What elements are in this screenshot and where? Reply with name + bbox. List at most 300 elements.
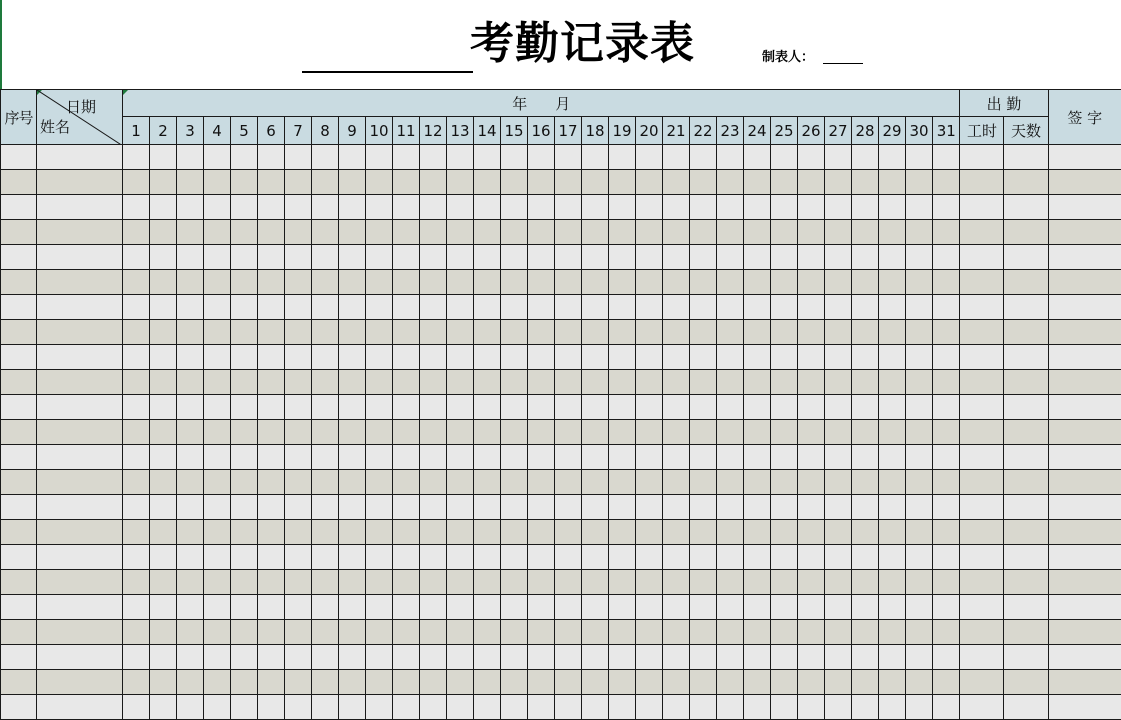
table-cell[interactable] [825, 520, 852, 545]
table-cell[interactable] [771, 545, 798, 570]
table-cell[interactable] [636, 620, 663, 645]
day-header-22[interactable]: 22 [690, 117, 717, 145]
table-cell[interactable] [123, 645, 150, 670]
table-cell[interactable] [1004, 620, 1048, 645]
table-cell[interactable] [312, 420, 339, 445]
table-cell[interactable] [285, 445, 312, 470]
table-cell[interactable] [1004, 345, 1048, 370]
table-cell[interactable] [771, 495, 798, 520]
table-cell[interactable] [717, 170, 744, 195]
table-cell[interactable] [717, 145, 744, 170]
table-cell[interactable] [204, 695, 231, 720]
table-cell[interactable] [1004, 195, 1048, 220]
table-cell[interactable] [960, 270, 1004, 295]
table-cell[interactable] [906, 270, 933, 295]
table-cell[interactable] [123, 545, 150, 570]
table-cell[interactable] [285, 295, 312, 320]
table-cell[interactable] [636, 445, 663, 470]
table-cell[interactable] [339, 670, 366, 695]
table-cell[interactable] [879, 195, 906, 220]
table-cell[interactable] [285, 245, 312, 270]
table-cell[interactable] [420, 670, 447, 695]
table-cell[interactable] [879, 320, 906, 345]
table-cell[interactable] [771, 245, 798, 270]
table-cell[interactable] [474, 470, 501, 495]
table-cell[interactable] [906, 645, 933, 670]
table-cell[interactable] [906, 320, 933, 345]
table-cell[interactable] [150, 245, 177, 270]
table-cell[interactable] [1, 670, 37, 695]
table-cell[interactable] [744, 370, 771, 395]
table-cell[interactable] [1, 470, 37, 495]
table-cell[interactable] [231, 345, 258, 370]
table-cell[interactable] [474, 645, 501, 670]
table-cell[interactable] [177, 395, 204, 420]
table-cell[interactable] [852, 295, 879, 320]
table-cell[interactable] [258, 395, 285, 420]
table-cell[interactable] [123, 695, 150, 720]
table-cell[interactable] [501, 570, 528, 595]
day-header-21[interactable]: 21 [663, 117, 690, 145]
table-cell[interactable] [933, 495, 960, 520]
table-cell[interactable] [339, 270, 366, 295]
table-cell[interactable] [582, 220, 609, 245]
table-cell[interactable] [231, 695, 258, 720]
day-header-13[interactable]: 13 [447, 117, 474, 145]
table-cell[interactable] [852, 645, 879, 670]
table-cell[interactable] [393, 270, 420, 295]
table-cell[interactable] [339, 245, 366, 270]
table-cell[interactable] [447, 695, 474, 720]
day-header-25[interactable]: 25 [771, 117, 798, 145]
table-cell[interactable] [420, 195, 447, 220]
table-cell[interactable] [690, 295, 717, 320]
table-cell[interactable] [1, 595, 37, 620]
table-cell[interactable] [1004, 370, 1048, 395]
table-cell[interactable] [420, 495, 447, 520]
table-cell[interactable] [474, 445, 501, 470]
table-cell[interactable] [37, 670, 123, 695]
table-cell[interactable] [555, 520, 582, 545]
table-cell[interactable] [177, 220, 204, 245]
table-cell[interactable] [555, 545, 582, 570]
table-cell[interactable] [501, 545, 528, 570]
table-cell[interactable] [690, 595, 717, 620]
table-cell[interactable] [339, 345, 366, 370]
day-header-6[interactable]: 6 [258, 117, 285, 145]
table-cell[interactable] [636, 220, 663, 245]
table-cell[interactable] [582, 445, 609, 470]
table-cell[interactable] [37, 520, 123, 545]
table-cell[interactable] [285, 395, 312, 420]
table-cell[interactable] [744, 670, 771, 695]
table-cell[interactable] [231, 320, 258, 345]
table-cell[interactable] [744, 520, 771, 545]
table-cell[interactable] [150, 345, 177, 370]
table-cell[interactable] [285, 495, 312, 520]
table-cell[interactable] [231, 395, 258, 420]
table-cell[interactable] [1, 445, 37, 470]
table-cell[interactable] [312, 470, 339, 495]
table-cell[interactable] [690, 545, 717, 570]
table-cell[interactable] [150, 620, 177, 645]
table-cell[interactable] [447, 320, 474, 345]
table-cell[interactable] [339, 295, 366, 320]
table-cell[interactable] [690, 695, 717, 720]
table-cell[interactable] [285, 570, 312, 595]
table-cell[interactable] [204, 295, 231, 320]
table-cell[interactable] [447, 595, 474, 620]
table-cell[interactable] [204, 645, 231, 670]
table-cell[interactable] [582, 145, 609, 170]
table-cell[interactable] [960, 370, 1004, 395]
table-cell[interactable] [420, 470, 447, 495]
table-cell[interactable] [285, 220, 312, 245]
table-cell[interactable] [744, 645, 771, 670]
table-cell[interactable] [582, 320, 609, 345]
table-cell[interactable] [690, 245, 717, 270]
table-cell[interactable] [393, 195, 420, 220]
table-cell[interactable] [420, 420, 447, 445]
table-cell[interactable] [906, 195, 933, 220]
table-cell[interactable] [825, 645, 852, 670]
table-cell[interactable] [420, 520, 447, 545]
table-cell[interactable] [663, 520, 690, 545]
table-cell[interactable] [717, 620, 744, 645]
table-cell[interactable] [906, 295, 933, 320]
table-cell[interactable] [717, 545, 744, 570]
table-cell[interactable] [123, 270, 150, 295]
table-cell[interactable] [420, 620, 447, 645]
table-cell[interactable] [123, 495, 150, 520]
table-cell[interactable] [879, 645, 906, 670]
table-cell[interactable] [501, 420, 528, 445]
table-cell[interactable] [717, 645, 744, 670]
table-cell[interactable] [555, 220, 582, 245]
table-cell[interactable] [528, 295, 555, 320]
table-cell[interactable] [204, 195, 231, 220]
table-cell[interactable] [690, 395, 717, 420]
table-cell[interactable] [420, 145, 447, 170]
table-cell[interactable] [501, 195, 528, 220]
table-cell[interactable] [1004, 645, 1048, 670]
table-cell[interactable] [636, 595, 663, 620]
table-cell[interactable] [798, 470, 825, 495]
table-cell[interactable] [339, 145, 366, 170]
day-header-8[interactable]: 8 [312, 117, 339, 145]
table-cell[interactable] [960, 695, 1004, 720]
table-cell[interactable] [420, 645, 447, 670]
table-cell[interactable] [582, 520, 609, 545]
day-header-7[interactable]: 7 [285, 117, 312, 145]
day-header-11[interactable]: 11 [393, 117, 420, 145]
table-cell[interactable] [582, 595, 609, 620]
table-cell[interactable] [312, 270, 339, 295]
table-cell[interactable] [123, 395, 150, 420]
table-cell[interactable] [960, 520, 1004, 545]
day-header-31[interactable]: 31 [933, 117, 960, 145]
table-cell[interactable] [393, 645, 420, 670]
table-cell[interactable] [1, 370, 37, 395]
table-cell[interactable] [852, 370, 879, 395]
table-cell[interactable] [555, 420, 582, 445]
table-cell[interactable] [177, 620, 204, 645]
table-cell[interactable] [258, 595, 285, 620]
table-cell[interactable] [1048, 695, 1121, 720]
table-cell[interactable] [258, 170, 285, 195]
table-cell[interactable] [150, 395, 177, 420]
table-cell[interactable] [150, 195, 177, 220]
table-cell[interactable] [663, 495, 690, 520]
table-cell[interactable] [177, 595, 204, 620]
table-cell[interactable] [636, 395, 663, 420]
table-cell[interactable] [258, 545, 285, 570]
table-cell[interactable] [636, 345, 663, 370]
table-cell[interactable] [528, 370, 555, 395]
table-cell[interactable] [366, 595, 393, 620]
day-header-10[interactable]: 10 [366, 117, 393, 145]
table-cell[interactable] [663, 395, 690, 420]
table-cell[interactable] [447, 395, 474, 420]
table-cell[interactable] [825, 670, 852, 695]
table-cell[interactable] [663, 470, 690, 495]
table-cell[interactable] [1004, 145, 1048, 170]
table-cell[interactable] [285, 545, 312, 570]
table-cell[interactable] [852, 445, 879, 470]
table-cell[interactable] [1048, 595, 1121, 620]
table-cell[interactable] [1, 245, 37, 270]
table-cell[interactable] [636, 420, 663, 445]
table-cell[interactable] [447, 570, 474, 595]
table-cell[interactable] [528, 195, 555, 220]
table-cell[interactable] [933, 395, 960, 420]
table-cell[interactable] [420, 220, 447, 245]
table-cell[interactable] [258, 345, 285, 370]
hours-header[interactable]: 工时 [960, 117, 1004, 145]
table-cell[interactable] [744, 495, 771, 520]
table-cell[interactable] [366, 270, 393, 295]
table-cell[interactable] [906, 470, 933, 495]
table-cell[interactable] [312, 620, 339, 645]
table-cell[interactable] [771, 695, 798, 720]
table-cell[interactable] [285, 520, 312, 545]
table-cell[interactable] [393, 470, 420, 495]
table-cell[interactable] [393, 595, 420, 620]
table-cell[interactable] [825, 470, 852, 495]
table-cell[interactable] [474, 520, 501, 545]
table-cell[interactable] [1048, 420, 1121, 445]
table-cell[interactable] [501, 145, 528, 170]
table-cell[interactable] [555, 645, 582, 670]
table-cell[interactable] [690, 495, 717, 520]
table-cell[interactable] [879, 170, 906, 195]
table-cell[interactable] [555, 670, 582, 695]
table-cell[interactable] [177, 320, 204, 345]
table-cell[interactable] [37, 395, 123, 420]
table-cell[interactable] [933, 595, 960, 620]
table-cell[interactable] [825, 245, 852, 270]
table-cell[interactable] [447, 295, 474, 320]
table-cell[interactable] [312, 595, 339, 620]
table-cell[interactable] [1004, 270, 1048, 295]
table-cell[interactable] [285, 370, 312, 395]
table-cell[interactable] [150, 595, 177, 620]
table-cell[interactable] [636, 370, 663, 395]
table-cell[interactable] [123, 520, 150, 545]
table-cell[interactable] [1004, 320, 1048, 345]
table-cell[interactable] [447, 670, 474, 695]
table-cell[interactable] [258, 145, 285, 170]
table-cell[interactable] [37, 695, 123, 720]
table-cell[interactable] [204, 395, 231, 420]
table-cell[interactable] [663, 245, 690, 270]
table-cell[interactable] [636, 470, 663, 495]
table-cell[interactable] [393, 620, 420, 645]
table-cell[interactable] [798, 595, 825, 620]
day-header-16[interactable]: 16 [528, 117, 555, 145]
table-cell[interactable] [177, 495, 204, 520]
table-cell[interactable] [609, 170, 636, 195]
table-cell[interactable] [123, 195, 150, 220]
table-cell[interactable] [366, 295, 393, 320]
table-cell[interactable] [312, 645, 339, 670]
table-cell[interactable] [555, 345, 582, 370]
table-cell[interactable] [150, 420, 177, 445]
table-cell[interactable] [393, 695, 420, 720]
table-cell[interactable] [555, 570, 582, 595]
table-cell[interactable] [501, 245, 528, 270]
table-cell[interactable] [555, 470, 582, 495]
table-cell[interactable] [501, 170, 528, 195]
table-cell[interactable] [393, 395, 420, 420]
day-header-19[interactable]: 19 [609, 117, 636, 145]
table-cell[interactable] [204, 620, 231, 645]
table-cell[interactable] [609, 270, 636, 295]
table-cell[interactable] [474, 170, 501, 195]
table-cell[interactable] [582, 620, 609, 645]
attendance-header[interactable]: 出 勤 [960, 90, 1048, 117]
table-cell[interactable] [852, 595, 879, 620]
day-header-26[interactable]: 26 [798, 117, 825, 145]
table-cell[interactable] [555, 445, 582, 470]
table-cell[interactable] [960, 645, 1004, 670]
table-cell[interactable] [1048, 470, 1121, 495]
table-cell[interactable] [501, 495, 528, 520]
table-cell[interactable] [420, 595, 447, 620]
table-cell[interactable] [1004, 670, 1048, 695]
table-cell[interactable] [501, 345, 528, 370]
table-cell[interactable] [879, 670, 906, 695]
table-cell[interactable] [312, 245, 339, 270]
table-cell[interactable] [393, 370, 420, 395]
table-cell[interactable] [879, 295, 906, 320]
table-cell[interactable] [528, 170, 555, 195]
table-cell[interactable] [933, 520, 960, 545]
table-cell[interactable] [258, 195, 285, 220]
table-cell[interactable] [366, 620, 393, 645]
table-cell[interactable] [285, 270, 312, 295]
table-cell[interactable] [609, 470, 636, 495]
table-cell[interactable] [609, 670, 636, 695]
table-cell[interactable] [717, 195, 744, 220]
table-cell[interactable] [312, 195, 339, 220]
table-cell[interactable] [312, 220, 339, 245]
table-cell[interactable] [393, 145, 420, 170]
table-cell[interactable] [1, 695, 37, 720]
table-cell[interactable] [393, 545, 420, 570]
table-cell[interactable] [393, 670, 420, 695]
table-cell[interactable] [798, 220, 825, 245]
table-cell[interactable] [339, 495, 366, 520]
table-cell[interactable] [258, 370, 285, 395]
table-cell[interactable] [798, 270, 825, 295]
table-cell[interactable] [852, 195, 879, 220]
table-cell[interactable] [204, 270, 231, 295]
table-cell[interactable] [177, 445, 204, 470]
table-cell[interactable] [1048, 495, 1121, 520]
table-cell[interactable] [933, 620, 960, 645]
table-cell[interactable] [717, 320, 744, 345]
table-cell[interactable] [1004, 520, 1048, 545]
table-cell[interactable] [1048, 395, 1121, 420]
table-cell[interactable] [177, 245, 204, 270]
table-cell[interactable] [798, 420, 825, 445]
table-cell[interactable] [636, 495, 663, 520]
table-cell[interactable] [879, 695, 906, 720]
table-cell[interactable] [1, 270, 37, 295]
table-cell[interactable] [447, 345, 474, 370]
table-cell[interactable] [663, 695, 690, 720]
table-cell[interactable] [1048, 270, 1121, 295]
table-cell[interactable] [204, 245, 231, 270]
table-cell[interactable] [717, 495, 744, 520]
table-cell[interactable] [717, 695, 744, 720]
table-cell[interactable] [231, 145, 258, 170]
table-cell[interactable] [37, 420, 123, 445]
table-cell[interactable] [366, 520, 393, 545]
table-cell[interactable] [420, 245, 447, 270]
table-cell[interactable] [366, 195, 393, 220]
table-cell[interactable] [150, 520, 177, 545]
table-cell[interactable] [501, 445, 528, 470]
table-cell[interactable] [393, 295, 420, 320]
table-cell[interactable] [879, 245, 906, 270]
table-cell[interactable] [1004, 395, 1048, 420]
day-header-12[interactable]: 12 [420, 117, 447, 145]
table-cell[interactable] [852, 170, 879, 195]
table-cell[interactable] [150, 570, 177, 595]
table-cell[interactable] [906, 595, 933, 620]
table-cell[interactable] [528, 645, 555, 670]
table-cell[interactable] [1, 195, 37, 220]
table-cell[interactable] [771, 445, 798, 470]
table-cell[interactable] [37, 570, 123, 595]
day-header-1[interactable]: 1 [123, 117, 150, 145]
table-cell[interactable] [555, 620, 582, 645]
table-cell[interactable] [798, 545, 825, 570]
table-cell[interactable] [177, 545, 204, 570]
table-cell[interactable] [744, 270, 771, 295]
table-cell[interactable] [123, 320, 150, 345]
table-cell[interactable] [1048, 445, 1121, 470]
table-cell[interactable] [339, 595, 366, 620]
table-cell[interactable] [37, 345, 123, 370]
table-cell[interactable] [123, 345, 150, 370]
table-cell[interactable] [474, 245, 501, 270]
table-cell[interactable] [501, 645, 528, 670]
table-cell[interactable] [906, 145, 933, 170]
table-cell[interactable] [960, 445, 1004, 470]
